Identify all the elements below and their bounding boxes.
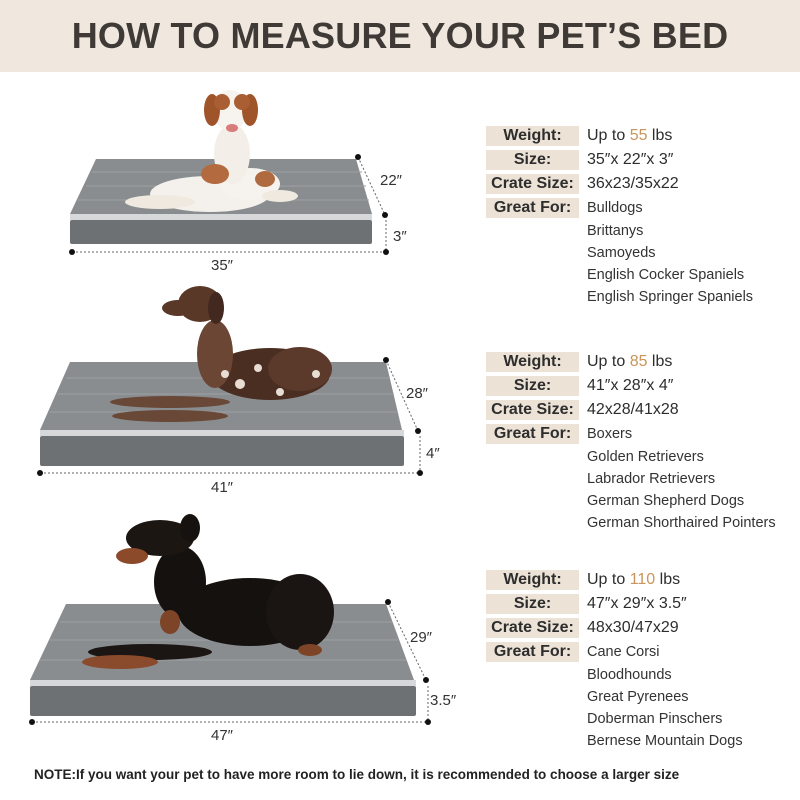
bed-medium-svg [0,274,480,496]
bed-illustration-medium [0,274,480,496]
breed-list [587,220,796,308]
bed-side [70,220,372,244]
size-label: Size: [486,150,579,170]
bed-illustration-large [0,512,480,748]
breed-item: Doberman Pinschers [587,711,723,727]
size-row [486,592,796,616]
breed-item: Bloodhounds [587,667,672,683]
size-value: 35″x 22″x 3″ [587,151,674,168]
crate-label: Crate Size: [486,400,579,420]
weight-row [486,350,796,374]
size-row [486,148,796,172]
bed-piping [70,214,372,220]
bed-large-svg [0,512,480,748]
bed-side [30,686,416,716]
size-value: 41″x 28″x 4″ [587,377,674,394]
crate-value: 48x30/47x29 [587,619,679,636]
size-value: 47″x 29″x 3.5″ [587,595,687,612]
weight-prefix: Up to [587,353,630,370]
breed-item: Bernese Mountain Dogs [587,733,743,749]
weight-unit: lbs [655,571,681,588]
breed-list [587,446,796,534]
great-for-label: Great For: [486,198,579,218]
width-label: 41″ [211,479,233,496]
dog-brittany-icon [125,90,298,212]
weight-value [587,353,672,371]
bed-piping [30,680,416,686]
spec-block-medium [486,350,796,534]
weight-label: Weight: [486,352,579,372]
note-label: NOTE: [34,767,76,782]
great-for-row [486,640,796,664]
width-label: 47″ [211,727,233,744]
bed-illustration-small [0,84,480,274]
footer-note [34,767,794,782]
note-text: If you want your pet to have more room to lie down, it is recommended to choose a larger size [76,767,680,782]
height-label: 3″ [393,228,407,245]
crate-value: 42x28/41x28 [587,401,679,418]
breed-item: Brittanys [587,223,644,239]
weight-value [587,127,672,145]
crate-label: Crate Size: [486,618,579,638]
crate-label: Crate Size: [486,174,579,194]
breed-item: Samoyeds [587,245,656,261]
breed-item: Labrador Retrievers [587,471,716,487]
weight-number: 55 [629,127,648,144]
crate-row [486,398,796,422]
spec-block-small [486,124,796,308]
weight-label: Weight: [486,126,579,146]
breed-item: Boxers [587,426,633,442]
spec-block-large [486,568,796,752]
height-label: 3.5″ [430,692,457,709]
breed-item: Great Pyrenees [587,689,689,705]
breed-list [587,664,796,752]
width-label: 35″ [211,257,233,274]
size-row [486,374,796,398]
weight-value [587,571,680,589]
page-title: HOW TO MEASURE YOUR PET’S BED [71,15,729,56]
great-for-label: Great For: [486,424,579,444]
crate-row [486,172,796,196]
breed-item: Golden Retrievers [587,449,704,465]
weight-unit: lbs [647,353,673,370]
breed-item: German Shorthaired Pointers [587,515,776,531]
weight-prefix: Up to [587,127,630,144]
height-label: 4″ [426,445,440,462]
breed-item: Bulldogs [587,200,643,216]
breed-item: German Shepherd Dogs [587,493,745,509]
bed-small-svg [0,84,480,274]
weight-label: Weight: [486,570,579,590]
bed-side [40,436,404,466]
great-for-row [486,422,796,446]
bed-piping [40,430,404,436]
breed-item: Cane Corsi [587,644,660,660]
breed-item: English Springer Spaniels [587,289,754,305]
crate-value: 36x23/35x22 [587,175,679,192]
crate-row [486,616,796,640]
size-label: Size: [486,376,579,396]
weight-number: 110 [629,571,656,588]
size-label: Size: [486,594,579,614]
weight-row [486,568,796,592]
breed-item: English Cocker Spaniels [587,267,745,283]
depth-label: 29″ [410,629,432,646]
great-for-label: Great For: [486,642,579,662]
weight-number: 85 [629,353,648,370]
depth-label: 28″ [406,385,428,402]
weight-row [486,124,796,148]
header-banner [0,0,800,72]
great-for-row [486,196,796,220]
depth-label: 22″ [380,172,402,189]
weight-prefix: Up to [587,571,630,588]
weight-unit: lbs [647,127,673,144]
